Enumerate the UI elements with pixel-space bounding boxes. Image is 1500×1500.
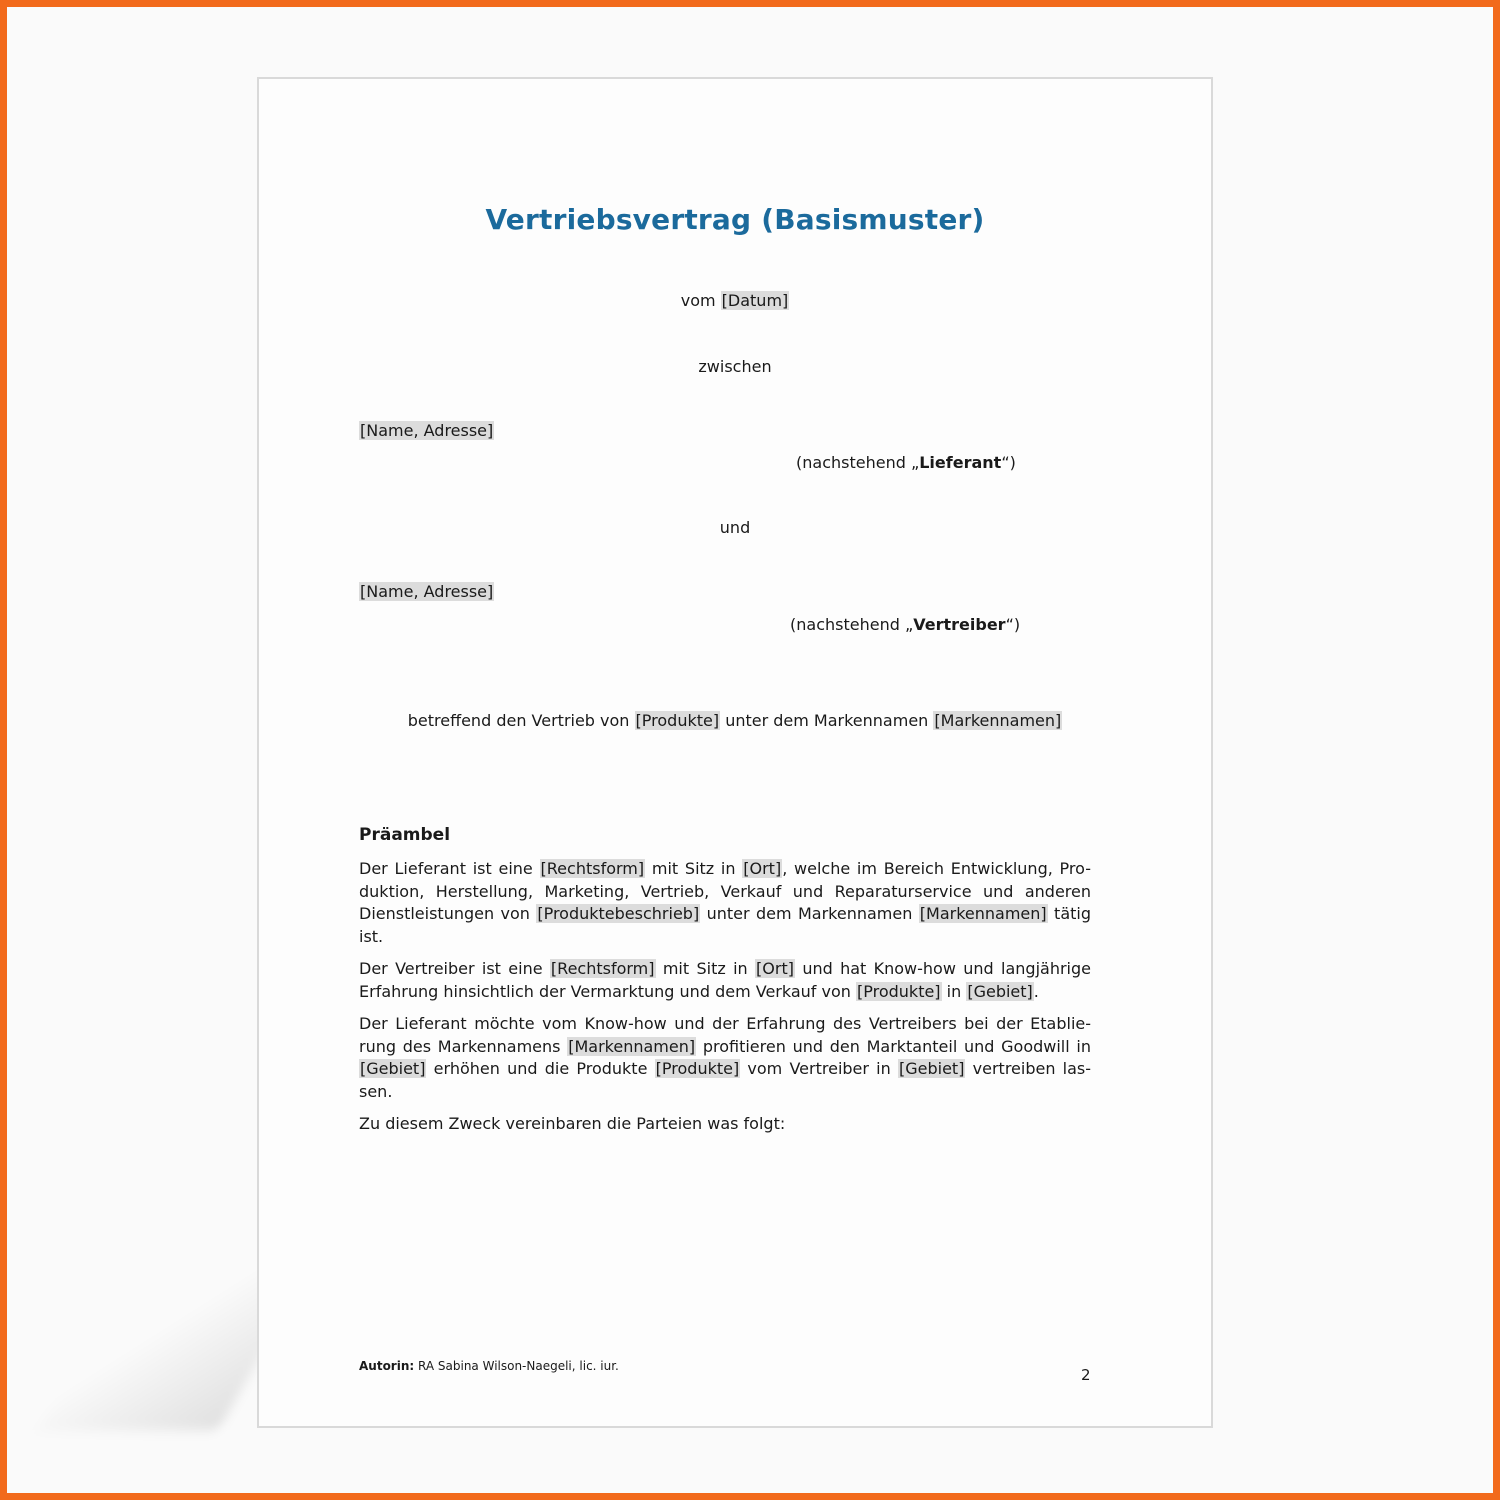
- preamble-paragraph-1: [359, 858, 1091, 948]
- p3-text-4: vom Vertreiber in: [747, 1059, 891, 1078]
- document-title: Vertriebsvertrag (Basismuster): [485, 203, 985, 236]
- p3-text-3: erhöhen und die Produkte: [433, 1059, 648, 1078]
- p3-placeholder-products: [Produkte]: [655, 1059, 740, 1078]
- p2-text-2: mit Sitz in: [662, 959, 748, 978]
- p2-text-5: .: [1033, 981, 1039, 1001]
- p2-text-4: in: [946, 981, 962, 1001]
- party1-role: Lieferant: [919, 453, 1002, 472]
- subject-placeholder-products: [Produkte]: [635, 711, 720, 730]
- party2-role-line: [790, 615, 1020, 634]
- party1-role-open: (nachstehend „: [796, 453, 920, 472]
- p3-placeholder-region-2: [Gebiet]: [898, 1059, 965, 1078]
- between-line: zwischen: [698, 357, 772, 376]
- p2-placeholder-region: [Gebiet]: [967, 981, 1033, 1001]
- p3-text-1: Der Lieferant möchte vom Know-how und der Erfahrung des Vertreibers bei der Etablie-rung des Markennamens: [359, 1014, 1091, 1056]
- p2-placeholder-location: [Ort]: [756, 959, 794, 978]
- subject-text-1: betreffend den Vertrieb von: [407, 711, 630, 730]
- footer-author-name: RA Sabina Wilson-Naegeli, lic. iur.: [418, 1359, 619, 1373]
- p1-placeholder-location: [Ort]: [743, 859, 782, 878]
- preamble-body: [359, 858, 1091, 1146]
- p2-placeholder-legal-form: [Rechtsform]: [550, 959, 655, 978]
- party1-role-line: [796, 453, 1016, 472]
- preamble-paragraph-4: Zu diesem Zweck vereinbaren die Parteien was folgt:: [359, 1114, 786, 1133]
- p3-placeholder-brand: [Markennamen]: [568, 1036, 696, 1056]
- p2-text-1: Der Vertreiber ist eine: [359, 959, 543, 978]
- party2-role-close: “): [1005, 615, 1021, 634]
- p3-text-5: vertreiben las-sen.: [359, 1059, 1092, 1101]
- date-line: [259, 291, 1211, 310]
- footer-author: [359, 1359, 619, 1373]
- party2-role-open: (nachstehend „: [790, 615, 914, 634]
- p1-text-5: tätig ist.: [359, 904, 1091, 946]
- footer-author-label: Autorin:: [359, 1359, 415, 1373]
- document-page: [257, 77, 1213, 1428]
- p2-placeholder-products: [Produkte]: [857, 981, 941, 1001]
- and-line: und: [719, 518, 751, 537]
- subject-placeholder-brand: [Markennamen]: [934, 711, 1062, 730]
- p3-placeholder-region-1: [Gebiet]: [360, 1059, 426, 1078]
- p1-text-2: mit Sitz in: [651, 859, 736, 878]
- p1-text-3: , welche im Bereich Entwicklung, Pro-duktion, Herstellung, Marketing, Vertrieb, Verkauf und Reparaturservice und anderen Dienstleistungen von: [359, 859, 1091, 923]
- party1-placeholder: [Name, Adresse]: [360, 421, 494, 440]
- preamble-paragraph-2: [359, 958, 1091, 1003]
- date-placeholder: [Datum]: [721, 291, 789, 310]
- preamble-heading: Präambel: [359, 825, 451, 845]
- subject-line: [259, 711, 1211, 730]
- party2-line: [359, 582, 494, 601]
- party1-line: [359, 421, 494, 440]
- p1-placeholder-product-desc: [Produktebeschrieb]: [537, 904, 700, 923]
- p1-text-1: Der Lieferant ist eine: [359, 859, 533, 878]
- p1-placeholder-brand: [Markennamen]: [919, 904, 1047, 923]
- subject-text-2: unter dem Markennamen: [725, 711, 929, 730]
- p1-placeholder-legal-form: [Rechtsform]: [540, 859, 645, 878]
- p2-text-3: und hat Know-how und langjährige Erfahrung hinsichtlich der Vermarktung und dem Verkauf von: [359, 959, 1092, 1001]
- party2-role: Vertreiber: [913, 615, 1006, 634]
- p3-text-2: profitieren und den Marktanteil und Goodwill in: [702, 1036, 1091, 1056]
- party1-role-close: “): [1001, 453, 1016, 472]
- preamble-paragraph-3: [359, 1013, 1091, 1103]
- date-prefix: vom: [680, 291, 716, 310]
- p1-text-4: unter dem Markennamen: [706, 904, 913, 923]
- page-number: 2: [1081, 1366, 1091, 1384]
- party2-placeholder: [Name, Adresse]: [360, 582, 494, 601]
